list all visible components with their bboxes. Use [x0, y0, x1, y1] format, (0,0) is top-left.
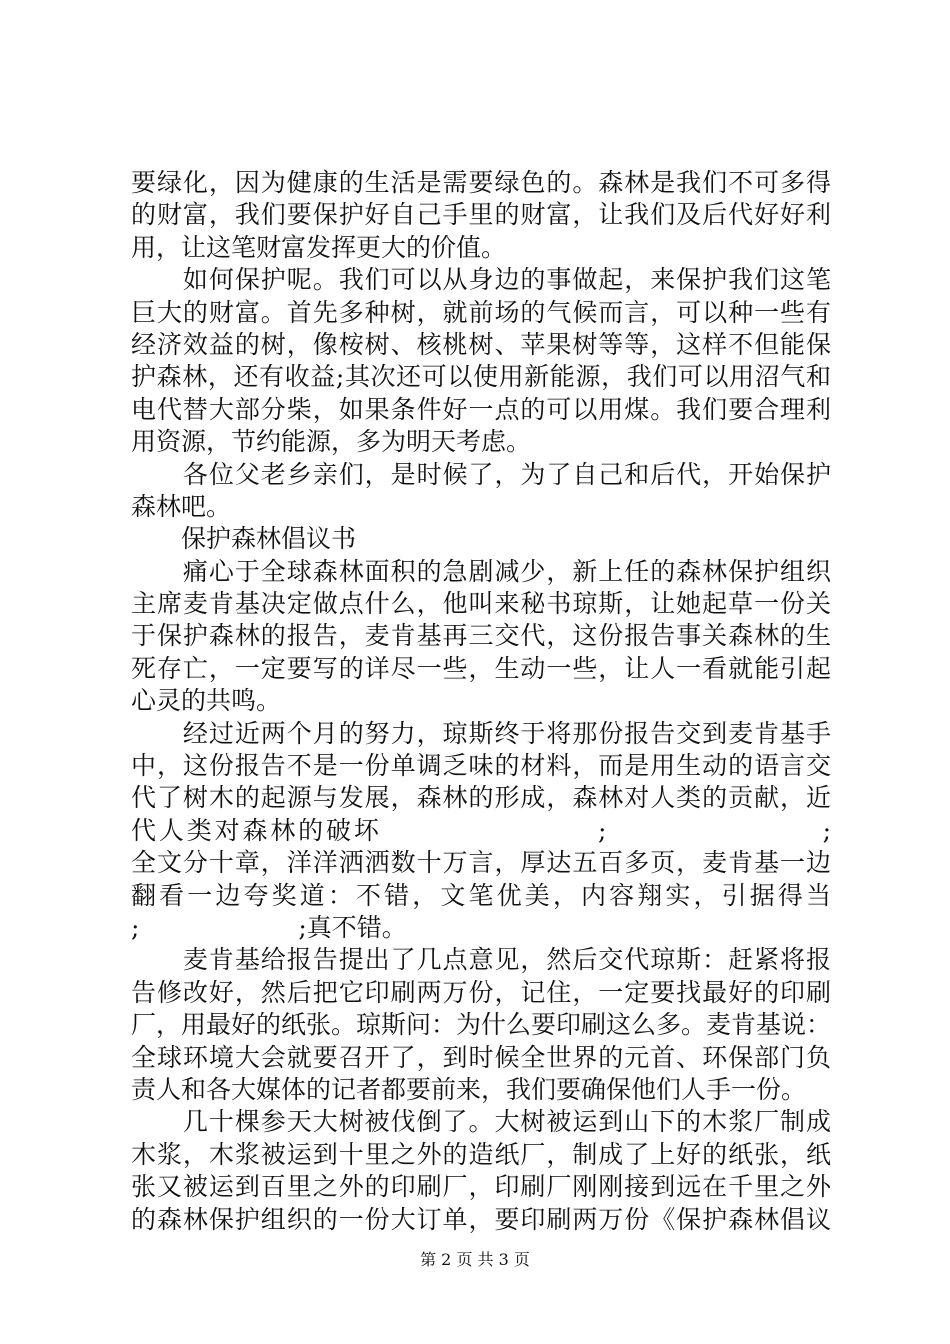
text-line: 要绿化，因为健康的生活是需要绿色的。森林是我们不可多得	[131, 168, 831, 197]
text-line: 用资源，节约能源，多为明天考虑。	[131, 427, 532, 457]
text-line: 保护森林倡议书	[131, 524, 357, 554]
text-line: 巨大的财富。首先多种树，就前场的气候而言，可以种一些有	[131, 297, 831, 327]
text-line: 中，这份报告不是一份单调乏味的材料，而是用生动的语言交	[131, 751, 831, 781]
text-line: 几十棵参天大树被伐倒了。大树被运到山下的木浆厂制成	[131, 1107, 831, 1137]
text-line: 各位父老乡亲们，是时候了，为了自己和后代，开始保护	[131, 459, 831, 489]
text-line: 全球环境大会就要召开了，到时候全世界的元首、环保部门负	[131, 1042, 831, 1072]
text-line: 死存亡，一定要写的详尽一些，生动一些，让人一看就能引起	[131, 653, 831, 683]
text-line: 森林吧。	[131, 491, 232, 521]
text-line: 木浆，木浆被运到十里之外的造纸厂，制成了上好的纸张，纸	[131, 1139, 831, 1169]
text-line: 如何保护呢。我们可以从身边的事做起，来保护我们这笔	[131, 265, 831, 295]
text-line: 护森林，还有收益;其次还可以使用新能源，我们可以用沼气和	[131, 362, 831, 392]
body-text	[131, 167, 831, 1236]
text-line: 代了树木的起源与发展，森林的形成，森林对人类的贡献，近	[131, 783, 831, 813]
text-line: 告修改好，然后把它印刷两万份，记住，一定要找最好的印刷	[131, 977, 831, 1007]
text-line: 电代替大部分柴，如果条件好一点的可以用煤。我们要合理利	[131, 394, 831, 424]
text-line: 责人和各大媒体的记者都要前来，我们要确保他们人手一份。	[131, 1074, 807, 1104]
text-line: 麦肯基给报告提出了几点意见，然后交代琼斯：赶紧将报	[131, 945, 831, 975]
text-line: 心灵的共鸣。	[131, 686, 282, 716]
text-line: 主席麦肯基决定做点什么，他叫来秘书琼斯，让她起草一份关	[131, 589, 831, 619]
text-line: 翻看一边夸奖道：不错，文笔优美，内容翔实，引据得当	[131, 880, 831, 910]
page-footer: 第 2 页 共 3 页	[420, 1250, 530, 1269]
text-line: 经济效益的树，像桉树、核桃树、苹果树等等，这样不但能保	[131, 329, 831, 359]
text-line: 用，让这笔财富发挥更大的价值。	[131, 232, 507, 262]
text-line: 全文分十章，洋洋洒洒数十万言，厚达五百多页，麦肯基一边	[131, 848, 831, 878]
text-line: 经过近两个月的努力，琼斯终于将那份报告交到麦肯基手	[131, 718, 831, 748]
text-line: ; ;真不错。	[131, 912, 407, 942]
text-line: 的森林保护组织的一份大订单，要印刷两万份《保护森林倡议	[131, 1204, 831, 1234]
text-line: 代人类对森林的破坏 ; ;	[131, 815, 831, 845]
text-line: 张又被运到百里之外的印刷厂，印刷厂刚刚接到远在千里之外	[131, 1172, 831, 1202]
text-line: 的财富，我们要保护好自己手里的财富，让我们及后代好好利	[131, 200, 831, 230]
text-line: 于保护森林的报告，麦肯基再三交代，这份报告事关森林的生	[131, 621, 831, 651]
text-line: 痛心于全球森林面积的急剧减少，新上任的森林保护组织	[131, 556, 831, 586]
text-line: 厂，用最好的纸张。琼斯问：为什么要印刷这么多。麦肯基说：	[131, 1010, 831, 1040]
